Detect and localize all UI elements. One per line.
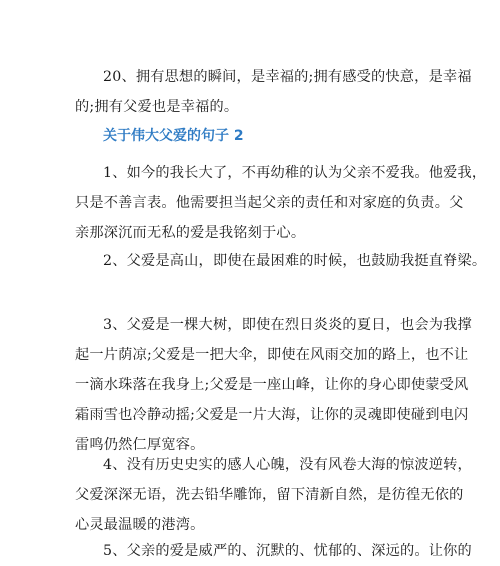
text-line: 只是不善言表。他需要担当起父亲的责任和对家庭的负责。父 <box>75 195 464 211</box>
text-line: 20、拥有思想的瞬间，是幸福的;拥有感受的快意，是幸福 <box>103 69 472 85</box>
paragraph-20 <box>75 62 472 122</box>
paragraph-4 <box>75 450 472 540</box>
section-heading: 关于伟大父爱的句子 2 <box>103 128 244 144</box>
text-line: 霜雨雪也冷静动摇;父爱是一片大海，让你的灵魂即使碰到电闪 <box>75 407 469 423</box>
text-line: 亲那深沉而无私的爱是我铭刻于心。 <box>75 225 306 241</box>
text-line: 1、如今的我长大了，不再幼稚的认为父亲不爱我。他爱我， <box>103 165 487 181</box>
text-line: 2、父爱是高山，即使在最困难的时候，也鼓励我挺直脊梁。 <box>103 253 487 269</box>
paragraph-1 <box>75 158 487 248</box>
text-line: 起一片荫凉;父爱是一把大伞，即使在风雨交加的路上，也不让 <box>75 347 469 363</box>
text-line: 父爱深深无语，洗去铅华雕饰，留下清新自然，是彷徨无依的 <box>75 487 464 503</box>
paragraph-2 <box>75 246 487 276</box>
text-line: 心灵最温暖的港湾。 <box>75 517 205 533</box>
text-line: 5、父亲的爱是威严的、沉默的、忧郁的、深远的。让你的 <box>103 543 472 559</box>
paragraph-5 <box>75 536 472 566</box>
text-line: 雷鸣仍然仁厚宽容。 <box>75 437 205 453</box>
text-line: 一滴水珠落在我身上;父爱是一座山峰，让你的身心即使蒙受风 <box>75 377 469 393</box>
text-line: 的;拥有父爱也是幸福的。 <box>75 99 239 115</box>
text-line: 4、没有历史史实的感人心魄，没有风卷大海的惊波逆转， <box>103 457 472 473</box>
paragraph-3 <box>75 310 472 460</box>
text-line: 3、父爱是一棵大树，即使在烈日炎炎的夏日，也会为我撑 <box>103 317 472 333</box>
